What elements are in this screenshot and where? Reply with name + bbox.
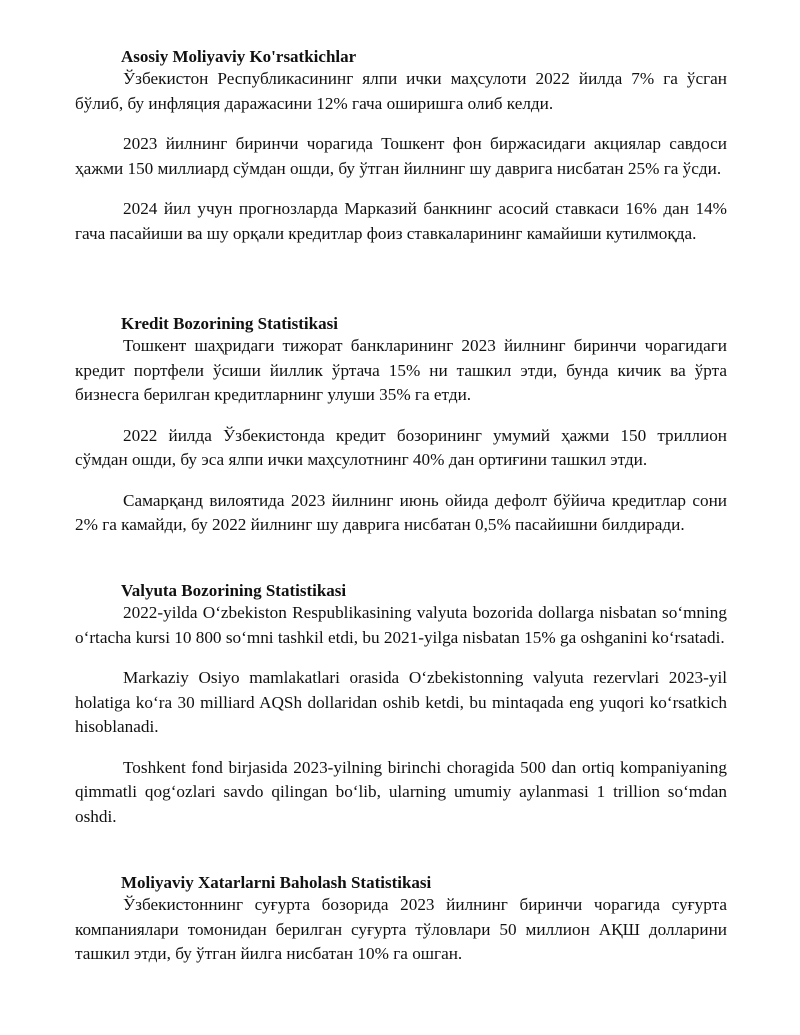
- paragraph: 2024 йил учун прогнозларда Марказий банкнинг асосий ставкаси 16% дан 14% гача пасайиши ва шу орқали кредитлар фоиз ставкаларининг камайиши кутилмоқда.: [75, 199, 727, 243]
- paragraph: 2022 йилда Ўзбекистонда кредит бозорининг умумий ҳажми 150 триллион сўмдан ошди, бу эса ялпи ички маҳсулотнинг 40% дан ортиғини ташкил этди.: [75, 425, 727, 469]
- section-currency-market: [75, 580, 727, 829]
- section-heading: Moliyaviy Xatarlarni Baholash Statistikasi: [121, 873, 432, 892]
- section-heading: Asosiy Moliyaviy Ko'rsatkichlar: [121, 47, 357, 66]
- section-main-indicators: [75, 46, 727, 246]
- section-credit-market: [75, 313, 727, 538]
- section-body: [75, 334, 727, 538]
- section-risk-assessment: [75, 872, 727, 967]
- section-body: [75, 601, 727, 829]
- section-heading: Valyuta Bozorining Statistikasi: [121, 581, 347, 600]
- paragraph: Ўзбекистоннинг суғурта бозорида 2023 йилнинг биринчи чорагида суғурта компаниялари томонидан берилган суғурта тўловлари 50 миллион АҚШ долларини ташкил этди, бу ўтган йилга нисбатан 10% га ошган.: [75, 895, 727, 963]
- section-body: [75, 67, 727, 246]
- section-body: [75, 893, 727, 967]
- paragraph: Тошкент шаҳридаги тижорат банкларининг 2023 йилнинг биринчи чорагидаги кредит портфели ўсиши йиллик ўртача 15% ни ташкил этди, бунда кичик ва ўрта бизнесга берилган кредитларнинг улуши 35% га етди.: [75, 336, 727, 404]
- paragraph: 2022-yilda Oʻzbekiston Respublikasining valyuta bozorida dollarga nisbatan soʻmning oʻrtacha kursi 10 800 soʻmni tashkil etdi, bu 2021-yilga nisbatan 15% ga oshganini koʻrsatadi.: [75, 603, 727, 647]
- paragraph: 2023 йилнинг биринчи чорагида Тошкент фон биржасидаги акциялар савдоси ҳажми 150 миллиард сўмдан ошди, бу ўтган йилнинг шу даврига нисбатан 25% га ўсди.: [75, 134, 727, 178]
- paragraph: Toshkent fond birjasida 2023-yilning birinchi choragida 500 dan ortiq kompaniyaning qimmatli qogʻozlari savdo qilingan boʻlib, ularning umumiy aylanmasi 1 trillion soʻmdan oshdi.: [75, 757, 727, 826]
- paragraph: Markaziy Osiyo mamlakatlari orasida Oʻzbekistonning valyuta rezervlari 2023-yil holatiga koʻra 30 milliard AQSh dollaridan oshib ketdi, bu mintaqada eng yuqori koʻrsatkich hisoblanadi.: [75, 668, 727, 736]
- section-heading: Kredit Bozorining Statistikasi: [121, 314, 338, 333]
- paragraph: Самарқанд вилоятида 2023 йилнинг июнь ойида дефолт бўйича кредитлар сони 2% га камайди, бу 2022 йилнинг шу даврига нисбатан 0,5% пасайишни билдиради.: [75, 490, 727, 534]
- paragraph: Ўзбекистон Республикасининг ялпи ички маҳсулоти 2022 йилда 7% га ўсган бўлиб, бу инфляция даражасини 12% гача оширишга олиб келди.: [75, 69, 727, 113]
